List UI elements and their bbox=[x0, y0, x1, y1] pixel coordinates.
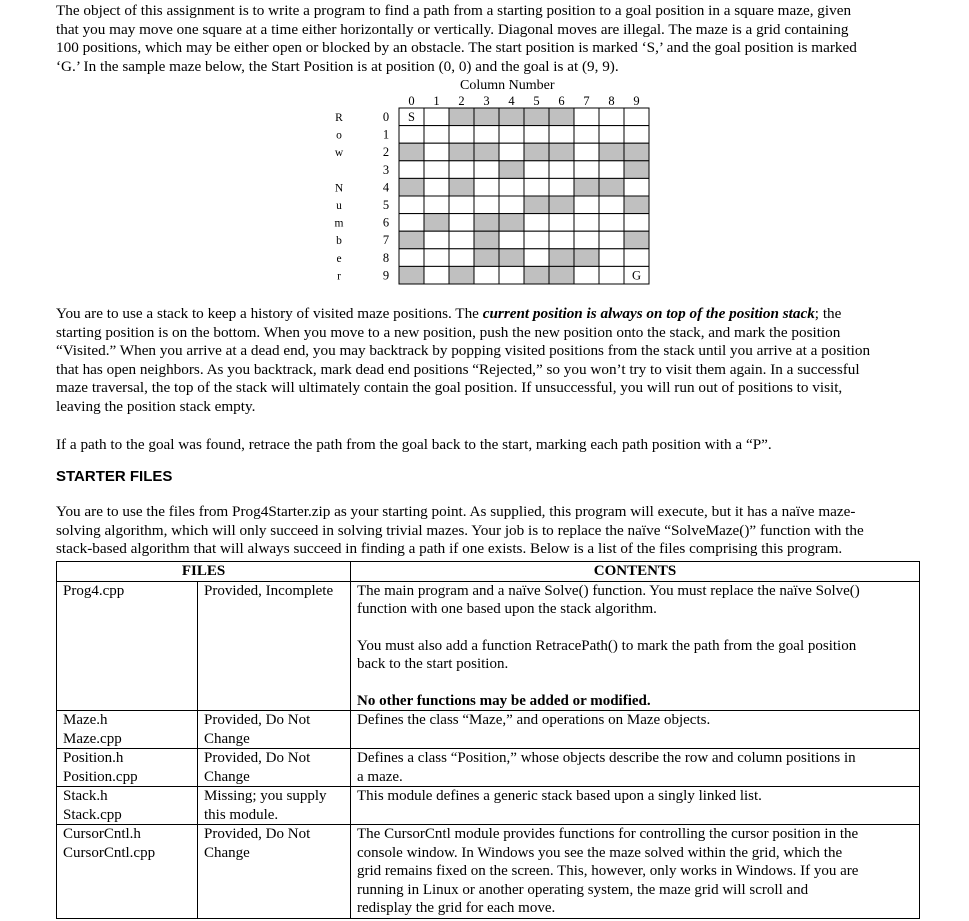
column-number-label: 7 bbox=[583, 94, 590, 108]
intro-line: 100 positions, which may be either open or blocked by an obstacle. The start position is marked ‘S,’ and the goal position is marked bbox=[56, 39, 857, 57]
maze-cell-open bbox=[599, 266, 624, 284]
maze-cell-blocked bbox=[549, 266, 574, 284]
starter-line: stack-based algorithm that will always succeed in finding a path if one exists. Below is a list of the files comprising this program. bbox=[56, 540, 843, 558]
maze-cell-open bbox=[599, 214, 624, 232]
file-contents bbox=[351, 749, 920, 787]
column-number-label: 1 bbox=[433, 94, 440, 108]
maze-cell-blocked bbox=[399, 143, 424, 161]
contents-line: grid remains fixed on the screen. This, however, only works in Windows. If you are bbox=[357, 863, 859, 879]
status-text: Provided, Do Not bbox=[204, 750, 311, 766]
maze-cell-open bbox=[549, 126, 574, 144]
contents-line-bold: No other functions may be added or modified. bbox=[357, 692, 651, 709]
contents-line: Defines a class “Position,” whose objects describe the row and column positions in bbox=[357, 750, 856, 766]
contents-line: Defines the class “Maze,” and operations on Maze objects. bbox=[357, 712, 711, 728]
column-number-label: 8 bbox=[608, 94, 615, 108]
column-number-label: 9 bbox=[633, 94, 640, 108]
maze-cell-open bbox=[449, 231, 474, 249]
maze-cell-open bbox=[399, 161, 424, 179]
maze-cell-blocked bbox=[474, 108, 499, 126]
file-contents bbox=[351, 711, 920, 749]
maze-cell-open bbox=[449, 126, 474, 144]
maze-cell-blocked bbox=[424, 214, 449, 232]
status-text: this module. bbox=[204, 806, 279, 823]
file-names bbox=[57, 787, 198, 825]
table-row bbox=[57, 581, 920, 711]
status-text: Change bbox=[204, 844, 250, 861]
maze-cell-open bbox=[624, 249, 649, 267]
file-name: Prog4.cpp bbox=[63, 582, 125, 599]
file-status bbox=[198, 825, 351, 919]
file-names bbox=[57, 711, 198, 749]
intro-paragraph bbox=[56, 2, 936, 76]
maze-cell-blocked bbox=[449, 108, 474, 126]
maze-cell-blocked bbox=[449, 178, 474, 196]
column-number-title: Column Number bbox=[460, 78, 555, 93]
maze-cell-open bbox=[449, 196, 474, 214]
row-number-label: 3 bbox=[382, 162, 390, 177]
maze-cell-blocked bbox=[399, 178, 424, 196]
maze-cell-open bbox=[424, 126, 449, 144]
starter-line: You are to use the files from Prog4Starter.zip as your starting point. As supplied, this program will execute, but it has a naïve maze- bbox=[56, 503, 856, 520]
intro-line: The object of this assignment is to write a program to find a path from a starting position to a goal position in a square maze, given bbox=[56, 2, 852, 19]
row-number-label: 2 bbox=[382, 145, 390, 160]
stack-line-start: You are to use a stack to keep a history of visited maze positions. The bbox=[56, 305, 483, 322]
maze-cell-blocked bbox=[624, 143, 649, 161]
contents-line: a maze. bbox=[357, 768, 403, 785]
maze-cell-blocked bbox=[399, 266, 424, 284]
starter-line: solving algorithm, which will only succeed in solving trivial mazes. Your job is to replace the naïve “SolveMaze()” function with the bbox=[56, 521, 864, 539]
maze-cell-open bbox=[549, 231, 574, 249]
maze-cell-open bbox=[524, 249, 549, 267]
contents-line: back to the start position. bbox=[357, 656, 509, 672]
maze-cell-blocked bbox=[449, 266, 474, 284]
maze-cell-blocked bbox=[499, 108, 524, 126]
file-status bbox=[198, 787, 351, 825]
column-number-label: 3 bbox=[483, 94, 490, 108]
files-header: FILES bbox=[57, 562, 351, 582]
row-number-label: 6 bbox=[382, 215, 390, 230]
maze-cell-open bbox=[474, 266, 499, 284]
maze-cell-open bbox=[574, 161, 599, 179]
maze-cell-open bbox=[599, 126, 624, 144]
maze-cell-open bbox=[424, 266, 449, 284]
maze-cell-open bbox=[424, 143, 449, 161]
column-number-label: 5 bbox=[533, 94, 540, 108]
row-axis-letter: e bbox=[336, 252, 342, 265]
maze-cell-open bbox=[399, 126, 424, 144]
maze-cell-open bbox=[424, 161, 449, 179]
row-axis-letter: u bbox=[336, 200, 342, 212]
file-status bbox=[198, 749, 351, 787]
row-number-label: 5 bbox=[382, 198, 390, 212]
stack-line bbox=[56, 305, 936, 324]
maze-cell-blocked bbox=[524, 266, 549, 284]
maze-cell-blocked bbox=[524, 143, 549, 161]
file-name: Position.cpp bbox=[63, 768, 138, 785]
maze-cell-open bbox=[499, 178, 524, 196]
status-text: Provided, Incomplete bbox=[204, 582, 334, 599]
maze-cell-open bbox=[474, 178, 499, 196]
maze-cell-open bbox=[499, 231, 524, 249]
file-contents bbox=[351, 787, 920, 825]
maze-cell-open bbox=[624, 214, 649, 232]
maze-cell-blocked bbox=[549, 108, 574, 126]
contents-line: You must also add a function RetracePath() to mark the path from the goal position bbox=[357, 637, 857, 654]
start-marker: S bbox=[408, 110, 415, 124]
maze-cell-blocked bbox=[499, 214, 524, 232]
stack-emphasis: current position is always on top of the position stack bbox=[482, 305, 815, 322]
row-axis-letter: b bbox=[336, 235, 342, 248]
maze-cell-open bbox=[424, 249, 449, 267]
maze-cell-open bbox=[549, 178, 574, 196]
maze-cell-open bbox=[424, 196, 449, 214]
maze-cell-blocked bbox=[474, 231, 499, 249]
maze-cell-blocked bbox=[624, 231, 649, 249]
file-contents bbox=[351, 581, 920, 711]
contents-header: CONTENTS bbox=[351, 562, 920, 582]
maze-cell-open bbox=[599, 161, 624, 179]
starter-files-heading: STARTER FILES bbox=[56, 468, 173, 485]
maze-cell-open bbox=[574, 126, 599, 144]
file-name: Maze.h bbox=[63, 712, 108, 728]
maze-cell-blocked bbox=[574, 178, 599, 196]
row-axis-letter: w bbox=[334, 147, 344, 160]
maze-cell-open bbox=[624, 178, 649, 196]
contents-line: The main program and a naïve Solve() function. You must replace the naïve Solve() bbox=[357, 582, 860, 599]
file-name: Stack.cpp bbox=[63, 806, 122, 823]
maze-cell-blocked bbox=[549, 196, 574, 214]
contents-gap bbox=[357, 674, 913, 692]
contents-line: The CursorCntl module provides functions for controlling the cursor position in the bbox=[357, 826, 859, 842]
maze-cell-open bbox=[624, 126, 649, 144]
maze-cell-open bbox=[449, 249, 474, 267]
row-axis-letter: r bbox=[337, 270, 341, 283]
row-number-label: 7 bbox=[382, 233, 390, 248]
row-number-label: 4 bbox=[382, 180, 390, 195]
contents-line: console window. In Windows you see the maze solved within the grid, which the bbox=[357, 844, 843, 861]
contents-line: running in Linux or another operating system, the maze grid will scroll and bbox=[357, 881, 809, 898]
status-text: Change bbox=[204, 730, 250, 747]
row-axis-letter: R bbox=[335, 112, 343, 124]
maze-cell-blocked bbox=[499, 249, 524, 267]
files-table bbox=[56, 561, 920, 919]
row-number-label: 1 bbox=[382, 127, 390, 142]
column-number-label: 6 bbox=[558, 94, 565, 108]
maze-cell-open bbox=[599, 108, 624, 126]
maze-cell-blocked bbox=[524, 108, 549, 126]
status-text: Provided, Do Not bbox=[204, 826, 311, 842]
maze-cell-blocked bbox=[474, 249, 499, 267]
file-contents bbox=[351, 825, 920, 919]
goal-marker: G bbox=[631, 268, 642, 283]
maze-cell-open bbox=[499, 266, 524, 284]
stack-paragraph bbox=[56, 305, 936, 417]
row-number-label: 0 bbox=[382, 110, 390, 124]
maze-cell-open bbox=[549, 214, 574, 232]
maze-cell-blocked bbox=[599, 143, 624, 161]
maze-cell-blocked bbox=[399, 231, 424, 249]
maze-cell-open bbox=[399, 214, 424, 232]
file-name: Maze.cpp bbox=[63, 730, 122, 747]
maze-cell-open bbox=[474, 161, 499, 179]
file-name: Position.h bbox=[63, 750, 124, 766]
column-number-label: 4 bbox=[508, 94, 515, 108]
maze-cell-open bbox=[424, 108, 449, 126]
maze-cell-blocked bbox=[624, 196, 649, 214]
table-row bbox=[57, 825, 920, 919]
maze-cell-open bbox=[599, 249, 624, 267]
maze-cell-blocked bbox=[599, 178, 624, 196]
maze-cell-open bbox=[574, 108, 599, 126]
maze-cell-open bbox=[549, 161, 574, 179]
maze-cell-open bbox=[474, 126, 499, 144]
stack-line: that has open neighbors. As you backtrack, mark dead end positions “Rejected,” so you won’t try to visit them again. In a successful bbox=[56, 360, 860, 378]
maze-cell-blocked bbox=[574, 249, 599, 267]
row-number-label: 9 bbox=[382, 268, 390, 283]
file-name: Stack.h bbox=[63, 788, 108, 804]
stack-line-end: ; the bbox=[814, 305, 842, 322]
status-text: Change bbox=[204, 768, 250, 785]
maze-cell-open bbox=[599, 196, 624, 214]
row-axis-letter: N bbox=[334, 182, 344, 195]
maze-cell-open bbox=[574, 266, 599, 284]
starter-paragraph bbox=[56, 503, 936, 559]
file-names bbox=[57, 749, 198, 787]
table-header-row bbox=[57, 562, 920, 582]
file-status bbox=[198, 581, 351, 711]
maze-cell-open bbox=[574, 214, 599, 232]
column-number-label: 2 bbox=[458, 94, 465, 108]
maze-cell-open bbox=[574, 143, 599, 161]
maze-cell-open bbox=[399, 196, 424, 214]
maze-cell-open bbox=[474, 196, 499, 214]
table-row bbox=[57, 711, 920, 749]
intro-line: that you may move one square at a time either horizontally or vertically. Diagonal moves are illegal. The maze is a grid containing bbox=[56, 20, 849, 38]
column-number-label: 0 bbox=[408, 94, 415, 108]
table-row bbox=[57, 787, 920, 825]
maze-cell-blocked bbox=[499, 161, 524, 179]
file-status bbox=[198, 711, 351, 749]
table-row bbox=[57, 749, 920, 787]
contents-line: function with one based upon the stack algorithm. bbox=[357, 601, 657, 617]
maze-cell-open bbox=[449, 161, 474, 179]
maze-cell-blocked bbox=[449, 143, 474, 161]
status-text: Provided, Do Not bbox=[204, 712, 311, 728]
row-axis-letter: m bbox=[334, 217, 344, 230]
maze-cell-open bbox=[524, 231, 549, 249]
contents-line: redisplay the grid for each move. bbox=[357, 900, 556, 916]
status-text: Missing; you supply bbox=[204, 788, 327, 804]
maze-cell-open bbox=[449, 214, 474, 232]
maze-cell-open bbox=[499, 126, 524, 144]
stack-line: maze traversal, the top of the stack will ultimately contain the goal position. If unsuccessful, you will run out of positions to visit, bbox=[56, 379, 843, 397]
maze-cell-blocked bbox=[549, 143, 574, 161]
maze-cell-open bbox=[524, 178, 549, 196]
maze-cell-blocked bbox=[474, 214, 499, 232]
maze-cell-open bbox=[499, 196, 524, 214]
intro-line: ‘G.’ In the sample maze below, the Start Position is at position (0, 0) and the goal is at (9, 9). bbox=[56, 57, 619, 75]
contents-gap bbox=[357, 619, 913, 637]
maze-cell-open bbox=[524, 214, 549, 232]
maze-cell-open bbox=[424, 178, 449, 196]
maze-cell-open bbox=[574, 196, 599, 214]
maze-cell-blocked bbox=[549, 249, 574, 267]
stack-line: “Visited.” When you arrive at a dead end, you may backtrack by popping visited positions from the stack until you arrive at a position bbox=[56, 342, 871, 360]
file-name: CursorCntl.cpp bbox=[63, 844, 156, 861]
maze-cell-blocked bbox=[524, 196, 549, 214]
maze-cell-open bbox=[499, 143, 524, 161]
row-number-label: 8 bbox=[382, 250, 390, 265]
maze-cell-open bbox=[624, 108, 649, 126]
maze-cell-open bbox=[424, 231, 449, 249]
file-names bbox=[57, 825, 198, 919]
file-names bbox=[57, 581, 198, 711]
maze-cell-open bbox=[524, 126, 549, 144]
row-axis-letter: o bbox=[336, 129, 342, 142]
file-name: CursorCntl.h bbox=[63, 826, 141, 842]
maze-cell-blocked bbox=[624, 161, 649, 179]
maze-cell-blocked bbox=[474, 143, 499, 161]
maze-cell-open bbox=[524, 161, 549, 179]
maze-cell-open bbox=[574, 231, 599, 249]
maze-grid bbox=[330, 94, 650, 286]
stack-line: leaving the position stack empty. bbox=[56, 397, 256, 415]
contents-line: This module defines a generic stack based upon a singly linked list. bbox=[357, 788, 762, 804]
maze-cell-open bbox=[399, 249, 424, 267]
maze-cell-open bbox=[599, 231, 624, 249]
stack-line: starting position is on the bottom. When you move to a new position, push the new position onto the stack, and mark the position bbox=[56, 323, 841, 341]
retrace-paragraph: If a path to the goal was found, retrace the path from the goal back to the start, marking each path position with a “P”. bbox=[56, 436, 772, 453]
